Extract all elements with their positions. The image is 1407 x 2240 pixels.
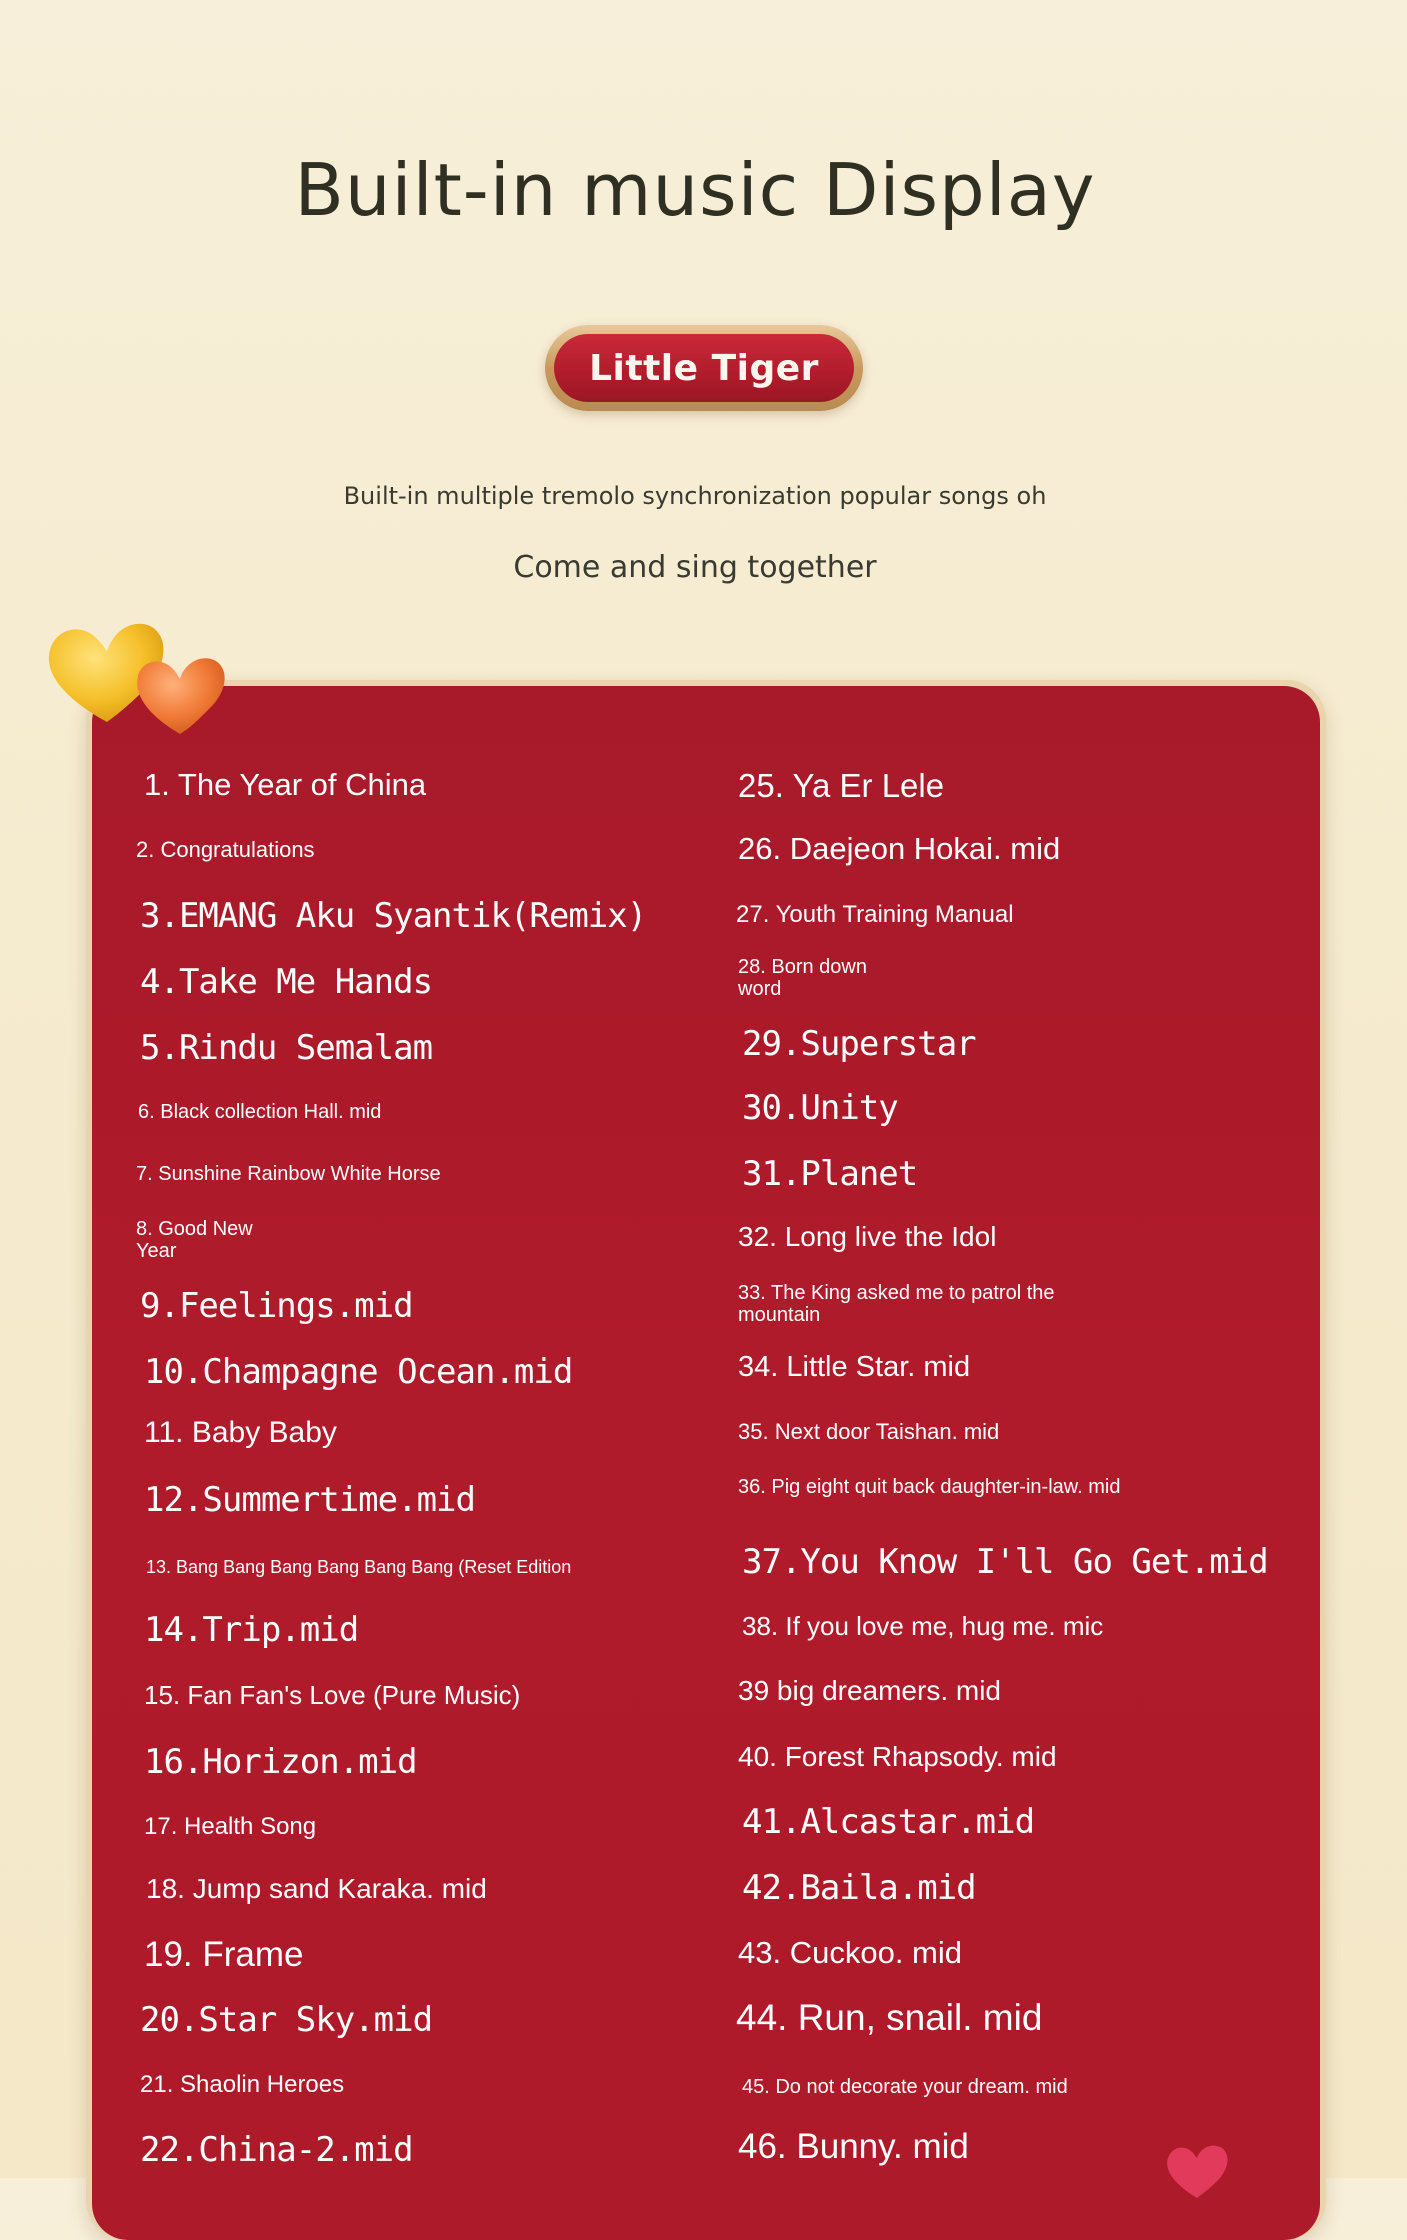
song-item: 44. Run, snail. mid: [736, 1997, 1043, 2038]
song-item: 18. Jump sand Karaka. mid: [146, 1873, 487, 1904]
song-item: 10.Champagne Ocean.mid: [144, 1352, 573, 1392]
song-item: 22.China-2.mid: [140, 2130, 413, 2170]
badge-label: Little Tiger: [589, 347, 819, 389]
page-title: Built-in music Display: [294, 148, 1096, 232]
song-item: 25. Ya Er Lele: [738, 767, 945, 804]
song-item: 33. The King asked me to patrol the mountain: [738, 1282, 1055, 1326]
song-list-card: [86, 680, 1326, 2240]
song-item: 31.Planet: [742, 1154, 918, 1194]
song-item: 3.EMANG Aku Syantik(Remix): [140, 896, 647, 936]
song-item: 17. Health Song: [144, 1813, 317, 1840]
song-item: 6. Black collection Hall. mid: [138, 1101, 382, 1123]
orange-heart-icon: [130, 648, 230, 740]
song-item: 15. Fan Fan's Love (Pure Music): [144, 1680, 521, 1710]
song-item: 9.Feelings.mid: [140, 1286, 413, 1326]
song-item: 37.You Know I'll Go Get.mid: [742, 1542, 1268, 1582]
song-item: 35. Next door Taishan. mid: [738, 1419, 1000, 1444]
song-item: 41.Alcastar.mid: [742, 1802, 1035, 1842]
subtitle-line-1: Built-in multiple tremolo synchronization popular songs oh: [343, 482, 1047, 510]
badge-inner: [554, 334, 854, 402]
song-item: 27. Youth Training Manual: [736, 901, 1014, 928]
song-item: 40. Forest Rhapsody. mid: [738, 1741, 1057, 1772]
song-item: 30.Unity: [742, 1088, 898, 1128]
song-item: 8. Good New Year: [136, 1218, 253, 1262]
song-item: 1. The Year of China: [144, 767, 427, 802]
song-item: 2. Congratulations: [136, 837, 315, 862]
song-item: 42.Baila.mid: [742, 1868, 976, 1908]
song-item: 4.Take Me Hands: [140, 962, 433, 1002]
song-item: 45. Do not decorate your dream. mid: [742, 2076, 1068, 2098]
song-item: 7. Sunshine Rainbow White Horse: [136, 1163, 441, 1185]
song-item: 28. Born down word: [738, 956, 867, 1000]
song-item: 39 big dreamers. mid: [738, 1675, 1002, 1706]
song-item: 14.Trip.mid: [144, 1610, 359, 1650]
song-item: 29.Superstar: [742, 1024, 976, 1064]
category-badge: [545, 325, 863, 411]
song-item: 13. Bang Bang Bang Bang Bang Bang (Reset Edition: [146, 1557, 572, 1577]
song-item: 38. If you love me, hug me. mic: [742, 1611, 1104, 1641]
pink-heart-icon: [1162, 2140, 1232, 2200]
song-item: 26. Daejeon Hokai. mid: [738, 831, 1061, 866]
song-item: 32. Long live the Idol: [738, 1221, 997, 1252]
song-item: 21. Shaolin Heroes: [140, 2071, 345, 2098]
song-item: 20.Star Sky.mid: [140, 2000, 433, 2040]
song-item: 11. Baby Baby: [144, 1416, 337, 1449]
song-item: 19. Frame: [144, 1935, 304, 1974]
song-item: 36. Pig eight quit back daughter-in-law. mid: [738, 1476, 1121, 1498]
song-item: 43. Cuckoo. mid: [738, 1935, 962, 1970]
song-item: 16.Horizon.mid: [144, 1742, 417, 1782]
song-item: 46. Bunny. mid: [738, 2127, 969, 2166]
song-list-card-inner: [92, 686, 1320, 2240]
song-item: 5.Rindu Semalam: [140, 1028, 433, 1068]
song-item: 12.Summertime.mid: [144, 1480, 475, 1520]
song-item: 34. Little Star. mid: [738, 1351, 971, 1383]
subtitle-line-2: Come and sing together: [513, 550, 877, 585]
